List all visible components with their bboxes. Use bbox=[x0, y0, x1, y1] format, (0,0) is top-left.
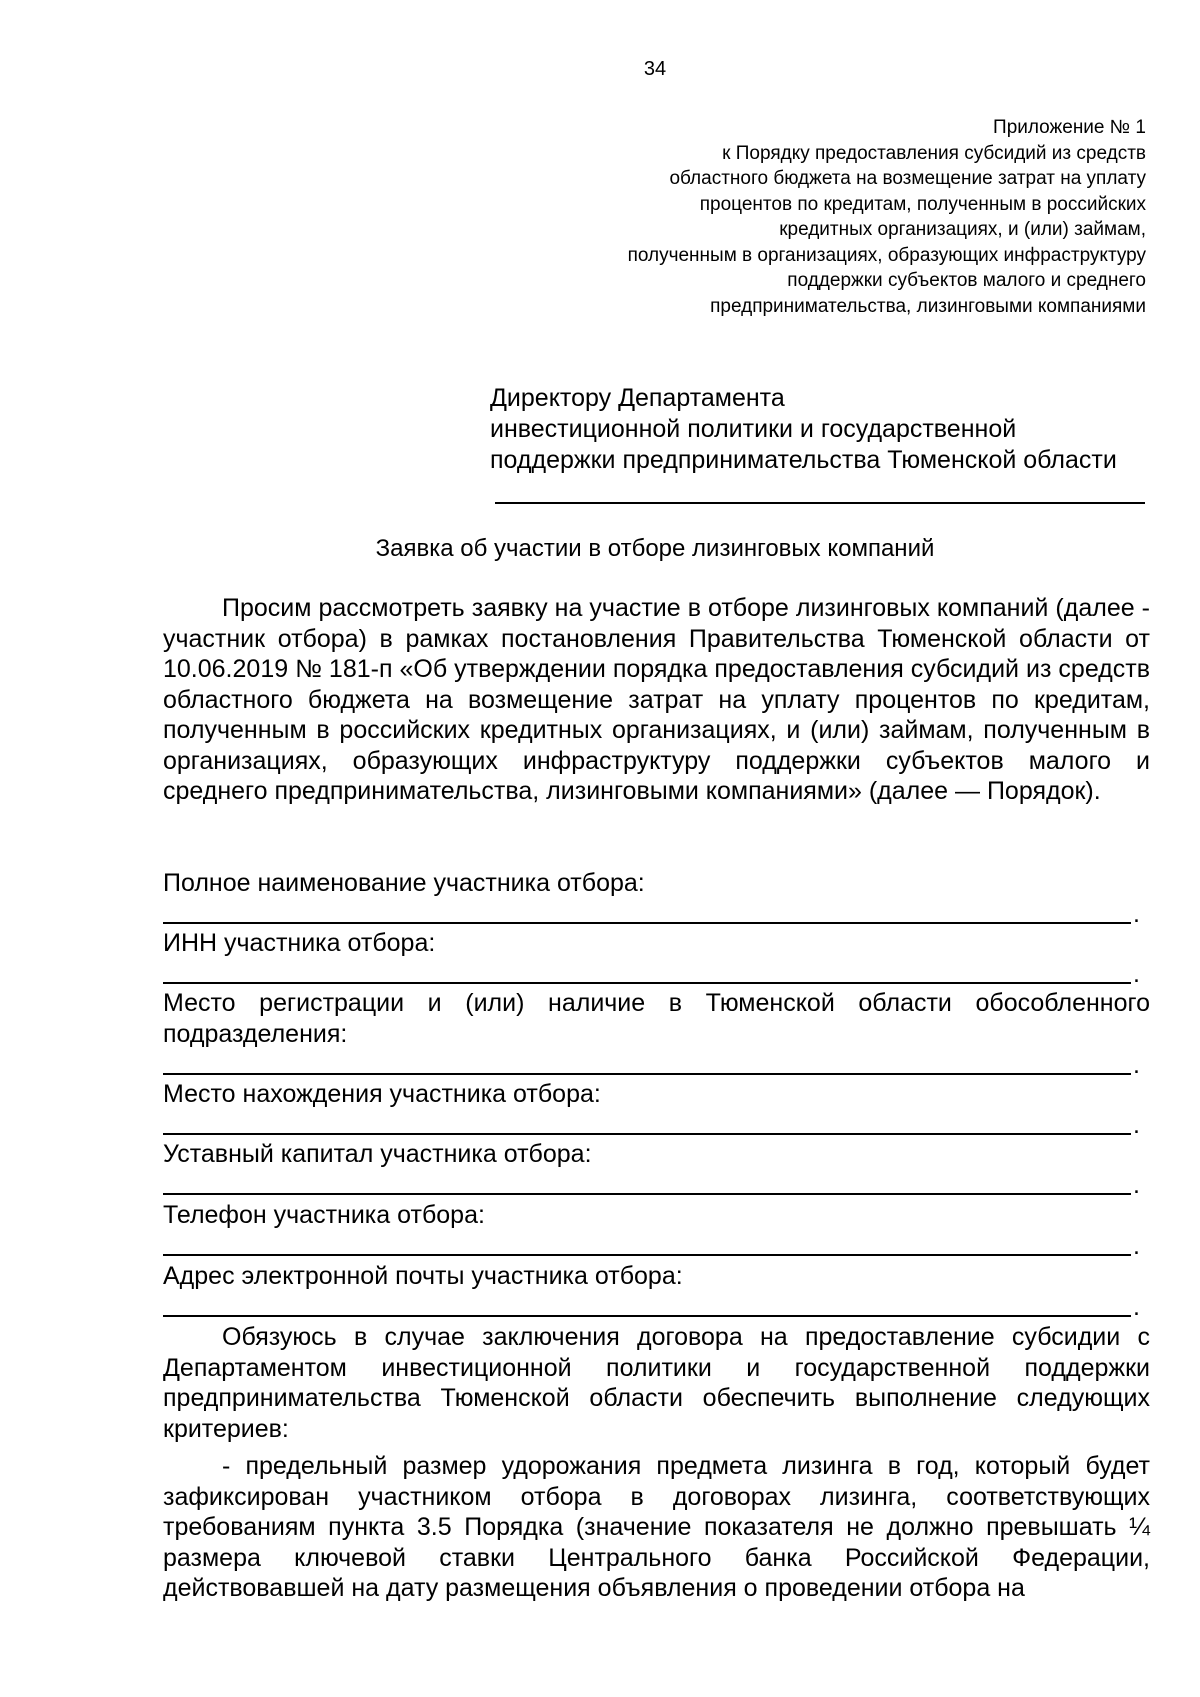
addressee-line: инвестиционной политики и государственной bbox=[490, 415, 1017, 443]
field-end-location: . bbox=[1133, 1111, 1140, 1139]
field-end-capital: . bbox=[1133, 1171, 1140, 1199]
appendix-line: к Порядку предоставления субсидий из средств bbox=[722, 142, 1146, 164]
document-title: Заявка об участии в отборе лизинговых компаний bbox=[375, 535, 935, 562]
appendix-line: предпринимательства, лизинговыми компаниями bbox=[710, 295, 1146, 317]
appendix-header bbox=[506, 115, 1146, 319]
addressee-line: поддержки предпринимательства Тюменской области bbox=[490, 446, 1117, 474]
page-number: 34 bbox=[643, 58, 667, 80]
field-line-inn bbox=[163, 982, 1131, 984]
appendix-line: Приложение № 1 bbox=[993, 117, 1146, 138]
field-label-phone: Телефон участника отбора: bbox=[163, 1201, 485, 1229]
field-label-registration: Место регистрации и (или) наличие в Тюменской области обособленного подразделения: bbox=[163, 989, 1150, 1048]
field-line-registration bbox=[163, 1073, 1131, 1075]
criterion-paragraph: - предельный размер удорожания предмета лизинга в год, который будет зафиксирован участником отбора в договорах лизинга, соответствующих требованиям пункта 3.5 Порядка (значение показателя не должно превышать ¼ размера ключевой ставки Центрального банка Российской Федерации, действовавшей на дату размещения объявления о проведении отбора на bbox=[163, 1452, 1150, 1602]
field-label-location: Место нахождения участника отбора: bbox=[163, 1080, 601, 1108]
field-end-registration: . bbox=[1133, 1051, 1140, 1079]
field-end-inn: . bbox=[1133, 960, 1140, 988]
field-end-phone: . bbox=[1133, 1232, 1140, 1260]
field-line-full-name bbox=[163, 922, 1131, 924]
addressee-blank-line bbox=[495, 502, 1145, 504]
field-end-full-name: . bbox=[1133, 900, 1140, 928]
field-line-capital bbox=[163, 1193, 1131, 1195]
field-label-capital: Уставный капитал участника отбора: bbox=[163, 1140, 592, 1168]
addressee-block bbox=[490, 383, 1170, 476]
field-line-location bbox=[163, 1133, 1131, 1135]
commitment-paragraph: Обязуюсь в случае заключения договора на предоставление субсидии с Департаментом инвестиционной политики и государственной поддержки предпринимательства Тюменской области обеспечить выполнение следующих критериев: bbox=[163, 1323, 1150, 1443]
field-label-full-name: Полное наименование участника отбора: bbox=[163, 869, 645, 897]
field-line-email bbox=[163, 1315, 1131, 1317]
field-line-phone bbox=[163, 1254, 1131, 1256]
appendix-line: областного бюджета на возмещение затрат на уплату bbox=[669, 168, 1146, 189]
appendix-line: кредитных организациях, и (или) займам, bbox=[779, 219, 1146, 240]
field-end-email: . bbox=[1133, 1293, 1140, 1321]
field-label-inn: ИНН участника отбора: bbox=[163, 929, 436, 957]
intro-paragraph: Просим рассмотреть заявку на участие в отборе лизинговых компаний (далее - участник отбора) в рамках постановления Правительства Тюменской области от 10.06.2019 № 181-п «Об утверждении порядка предоставления субсидий из средств областного бюджета на возмещение затрат на уплату процентов по кредитам, полученным в российских кредитных организациях, и (или) займам, полученным в организациях, образующих инфраструктуру поддержки субъектов малого и среднего предпринимательства, лизинговыми компаниями» (далее — Порядок). bbox=[163, 594, 1150, 805]
appendix-line: полученным в организациях, образующих инфраструктуру bbox=[627, 244, 1146, 266]
addressee-line: Директору Департамента bbox=[490, 384, 785, 412]
appendix-line: процентов по кредитам, полученным в российских bbox=[699, 193, 1146, 215]
appendix-line: поддержки субъектов малого и среднего bbox=[787, 270, 1146, 291]
field-label-email: Адрес электронной почты участника отбора: bbox=[163, 1262, 683, 1290]
